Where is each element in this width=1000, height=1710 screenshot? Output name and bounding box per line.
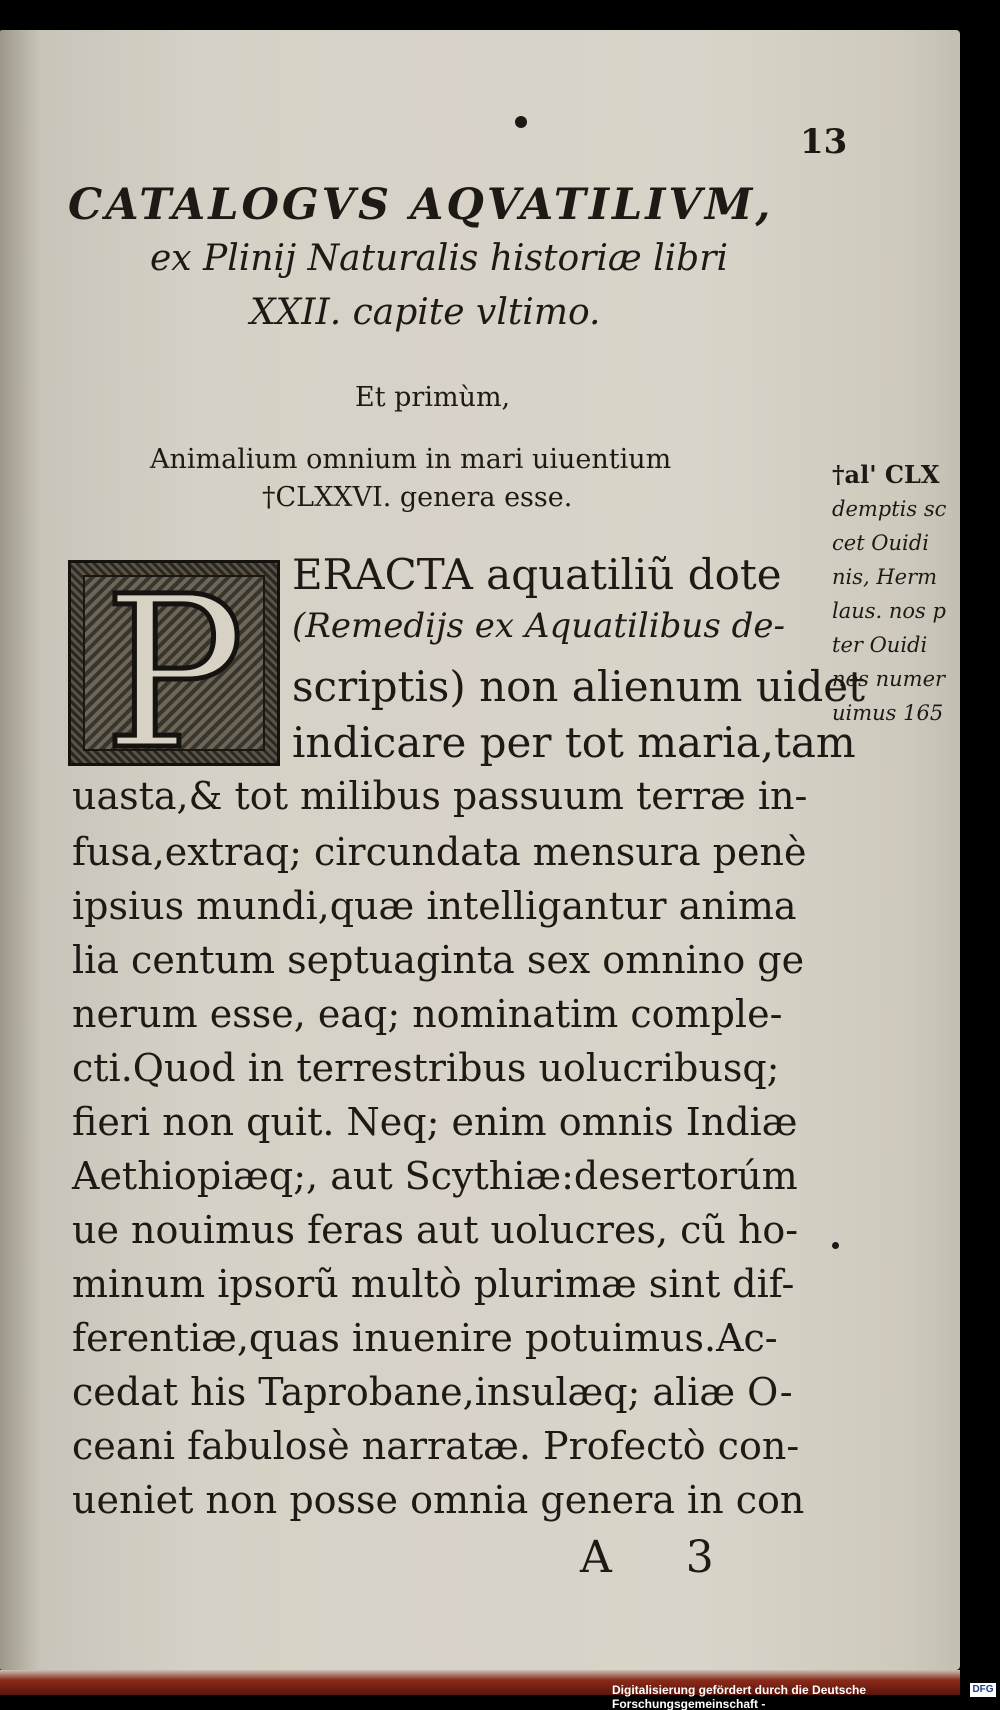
- margin-note-line: nis, Herm: [832, 565, 938, 589]
- dfg-logo: DFG: [970, 1683, 996, 1697]
- body-line: scriptis) non alienum uidet: [292, 662, 865, 711]
- body-line: indicare per tot maria,tam: [292, 718, 856, 767]
- margin-note-line: laus. nos p: [832, 599, 946, 623]
- body-line: ceani fabulosè narratæ. Profectò con-: [72, 1424, 800, 1468]
- margin-dot: [832, 1242, 839, 1249]
- body-line: lia centum septuaginta sex omnino ge: [72, 938, 805, 982]
- intro-line-2: †CLXXVI. genera esse.: [262, 482, 573, 513]
- signature-mark: A 3: [580, 1532, 744, 1583]
- body-line: Aethiopiæq;, aut Scythiæ:desertorúm: [72, 1154, 798, 1198]
- initial-ornament: [83, 551, 265, 796]
- margin-note: [832, 458, 956, 730]
- subtitle: Et primùm,: [355, 382, 511, 413]
- title-line-1: CATALOGVS AQVATILIVM,: [68, 180, 774, 230]
- page-top-dot: [515, 116, 527, 128]
- body-line: ipsius mundi,quæ intelligantur anima: [72, 884, 797, 928]
- decorated-initial: [68, 551, 280, 796]
- body-line: ERACTA aquatiliũ dote: [292, 550, 782, 599]
- body-line: cti.Quod in terrestribus uolucribusq;: [72, 1046, 780, 1090]
- margin-note-line: uimus 165: [832, 701, 944, 725]
- body-line: (Remedijs ex Aquatilibus de-: [292, 606, 785, 646]
- body-line: fieri non quit. Neq; enim omnis Indiæ: [72, 1100, 798, 1144]
- book-page: [0, 30, 960, 1670]
- body-line: uasta,& tot milibus passuum terræ in-: [72, 774, 808, 818]
- body-line: minum ipsorũ multò plurimæ sint dif-: [72, 1262, 795, 1306]
- body-line: ferentiæ,quas inuenire potuimus.Ac-: [72, 1316, 778, 1360]
- body-line: ue nouimus feras aut uolucres, cũ ho-: [72, 1208, 799, 1252]
- margin-note-line: ter Ouidi: [832, 633, 928, 657]
- body-line: ueniet non posse omnia genera in con: [72, 1478, 805, 1522]
- digitization-credit: Digitalisierung gefördert durch die Deutsche Forschungsgemeinschaft -: [612, 1683, 867, 1710]
- margin-note-line: †al' CLX: [832, 460, 940, 489]
- body-line: fusa,extraq; circundata mensura penè: [72, 830, 807, 874]
- margin-note-line: cet Ouidi: [832, 531, 929, 555]
- drop-cap-letter: P: [103, 551, 245, 796]
- title-line-3: XXII. capite vltimo.: [250, 292, 601, 333]
- body-line: cedat his Taprobane,insulæq; aliæ O-: [72, 1370, 793, 1414]
- intro-line-1: Animalium omnium in mari uiuentium: [150, 444, 672, 475]
- title-line-2: ex Plinij Naturalis historiæ libri: [150, 238, 728, 279]
- margin-note-line: nos numer: [832, 667, 946, 691]
- body-line: nerum esse, eaq; nominatim comple-: [72, 992, 783, 1036]
- margin-note-line: demptis sc: [832, 497, 947, 521]
- folio-number: 13: [800, 122, 848, 162]
